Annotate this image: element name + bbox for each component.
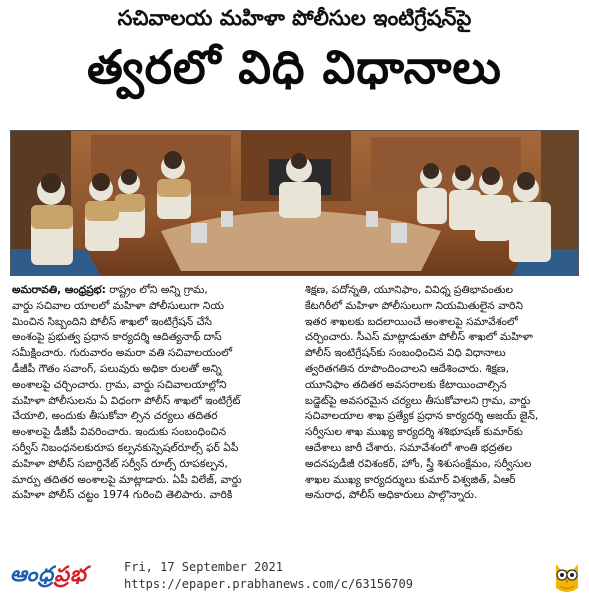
- edition-date: Fri, 17 September 2021: [124, 560, 283, 574]
- article-line-right-13: శాఖల ముఖ్య కార్యదర్శులు కుమార్ విశ్వజిత్, ఏఆర్: [305, 473, 516, 486]
- article-line-right-11: ఆదేశాలు జారీ చేశారు. సమావేశంలో శాంతి భద్రతల: [305, 441, 513, 454]
- epaper-footer: [0, 556, 589, 599]
- article-line-right-6: త్వరితగతిన రూపొందించాలని ఆదేశించారు. శిక్షణ,: [305, 362, 510, 375]
- article-line-left-11: సర్వీస్ నిబంధనలకురూప కల్పనకుస్పెషల్‌రూల్స్ ఫర్ ఏపీ: [12, 441, 239, 454]
- article-line-left-4: అంశంపై ప్రభుత్వ ప్రధాన కార్యదర్శి ఆదిత్యనాథ్ దాస్: [12, 331, 222, 344]
- article-line-right-9: సచివాలయాల శాఖ ప్రత్యేక ప్రధాన కార్యదర్శి అజయ్ జైన్,: [305, 410, 539, 423]
- article-line-right-14: అనురాధ, పోలీస్ అధికారులు పాల్గొన్నారు.: [305, 489, 478, 502]
- article-column-left: [12, 283, 295, 548]
- meeting-photo: [10, 130, 579, 276]
- article-line-right-5: పోలీస్ ఇంటిగ్రేషన్‌కు సంబంధించిన విధి విధానాలు: [305, 347, 506, 360]
- article-line-left-12: మహిళా పోలీస్ సబార్డినేట్ సర్వీస్ రూల్స్ రూపకల్పన,: [12, 457, 228, 470]
- article-line-left-13: మార్పు తదితర అంశాలపై మాట్లాడారు. ఏపీ విలేజ్, వార్డు: [12, 473, 242, 486]
- prabha-logo[interactable]: ఆంధ్రప్రభ: [10, 562, 87, 586]
- article-line-right-1: శిక్షణ, పదోన్నతి, యూనిఫాం, వివిధ్న ప్రతిభావంతుల: [305, 284, 514, 296]
- article-line-left-2: వార్డు సచివాల యాలలో మహిళా పోలీసులుగా నియ: [12, 299, 224, 312]
- article-headline: త్వరలో విధి విధానాలు: [87, 40, 502, 94]
- article-line-left-1: అమరావతి, ఆంధ్రప్రభ: రాష్ట్రం లోని అన్ని గ్రామ,: [12, 284, 208, 296]
- article-line-left-7: అంశాలపై చర్చించారు. గ్రామ, వార్డు సచివాలయాల్లోని: [12, 378, 227, 391]
- article-line-right-8: బడ్జెట్‌పై అవసరమైన చర్యలు తీసుకోవాలని గ్రామ, వార్డు: [305, 394, 531, 407]
- article-line-right-12: అదనపుడీజీ రవిశంకర్, హోం, స్త్రీ శిశుసంక్షేమం, సర్వీసుల: [305, 457, 532, 470]
- meeting-photo-image: [11, 131, 579, 276]
- article-kicker: సచివాలయ మహిళా పోలీసుల ఇంటిగ్రేషన్‌పై: [117, 6, 472, 30]
- article-line-right-7: యూనిఫాం తదితర అవసరాలకు కేటాయించాల్సిన: [305, 378, 507, 391]
- article-column-right: [305, 283, 583, 548]
- article-line-left-14: మహిళా పోలీస్ చట్టం 1974 గురించి తెలిపారు. వారికి: [12, 489, 233, 502]
- article-line-left-10: అంశాలపై డీజీపీ వివరించారు. ఇందుకు సంబంధించిన: [12, 426, 227, 439]
- article-line-right-4: చర్చించారు. సీఎస్ మాట్లాడుతూ పోలీస్ శాఖలో మహిళా: [305, 331, 533, 344]
- article-line-right-10: సర్వీసుల శాఖ ముఖ్య కార్యదర్శి శశిభూషణ్ కుమార్‌కు: [305, 426, 523, 439]
- article-line-left-6: డీజీపీ గౌతం సవాంగ్, పలువురు అధికా రులతో అన్ని: [12, 362, 222, 375]
- article-line-left-8: మహిళా పోలీసులను ఏ విధంగా పోలీస్ శాఖలో ఇంటిగ్రేట్: [12, 394, 241, 407]
- owl-icon[interactable]: [552, 558, 582, 596]
- article-line-right-2: కేటగిరీలో మహిళా పోలీసులుగా నియమితులైన వారిని: [305, 299, 523, 312]
- article-dateline: అమరావతి, ఆంధ్రప్రభ:: [12, 284, 106, 296]
- article-line-right-3: ఇతర శాఖలకు బదలాయించే అంశాలపై సమావేశంలో: [305, 315, 518, 328]
- article-line-left-5: సమీక్షించారు. గురువారం అమరా వతి సచివాలయంలో: [12, 347, 233, 360]
- article-line-left-9: చేయాలి, అందుకు తీసుకోవా ల్సిన చర్యలు తదితర: [12, 410, 218, 423]
- clip-url[interactable]: https://epaper.prabhanews.com/c/63156709: [124, 577, 413, 591]
- article-line-left-3: మించిన సిబ్బందిని పోలీస్ శాఖలో ఇంటిగ్రేషన్ చేసే: [12, 315, 212, 328]
